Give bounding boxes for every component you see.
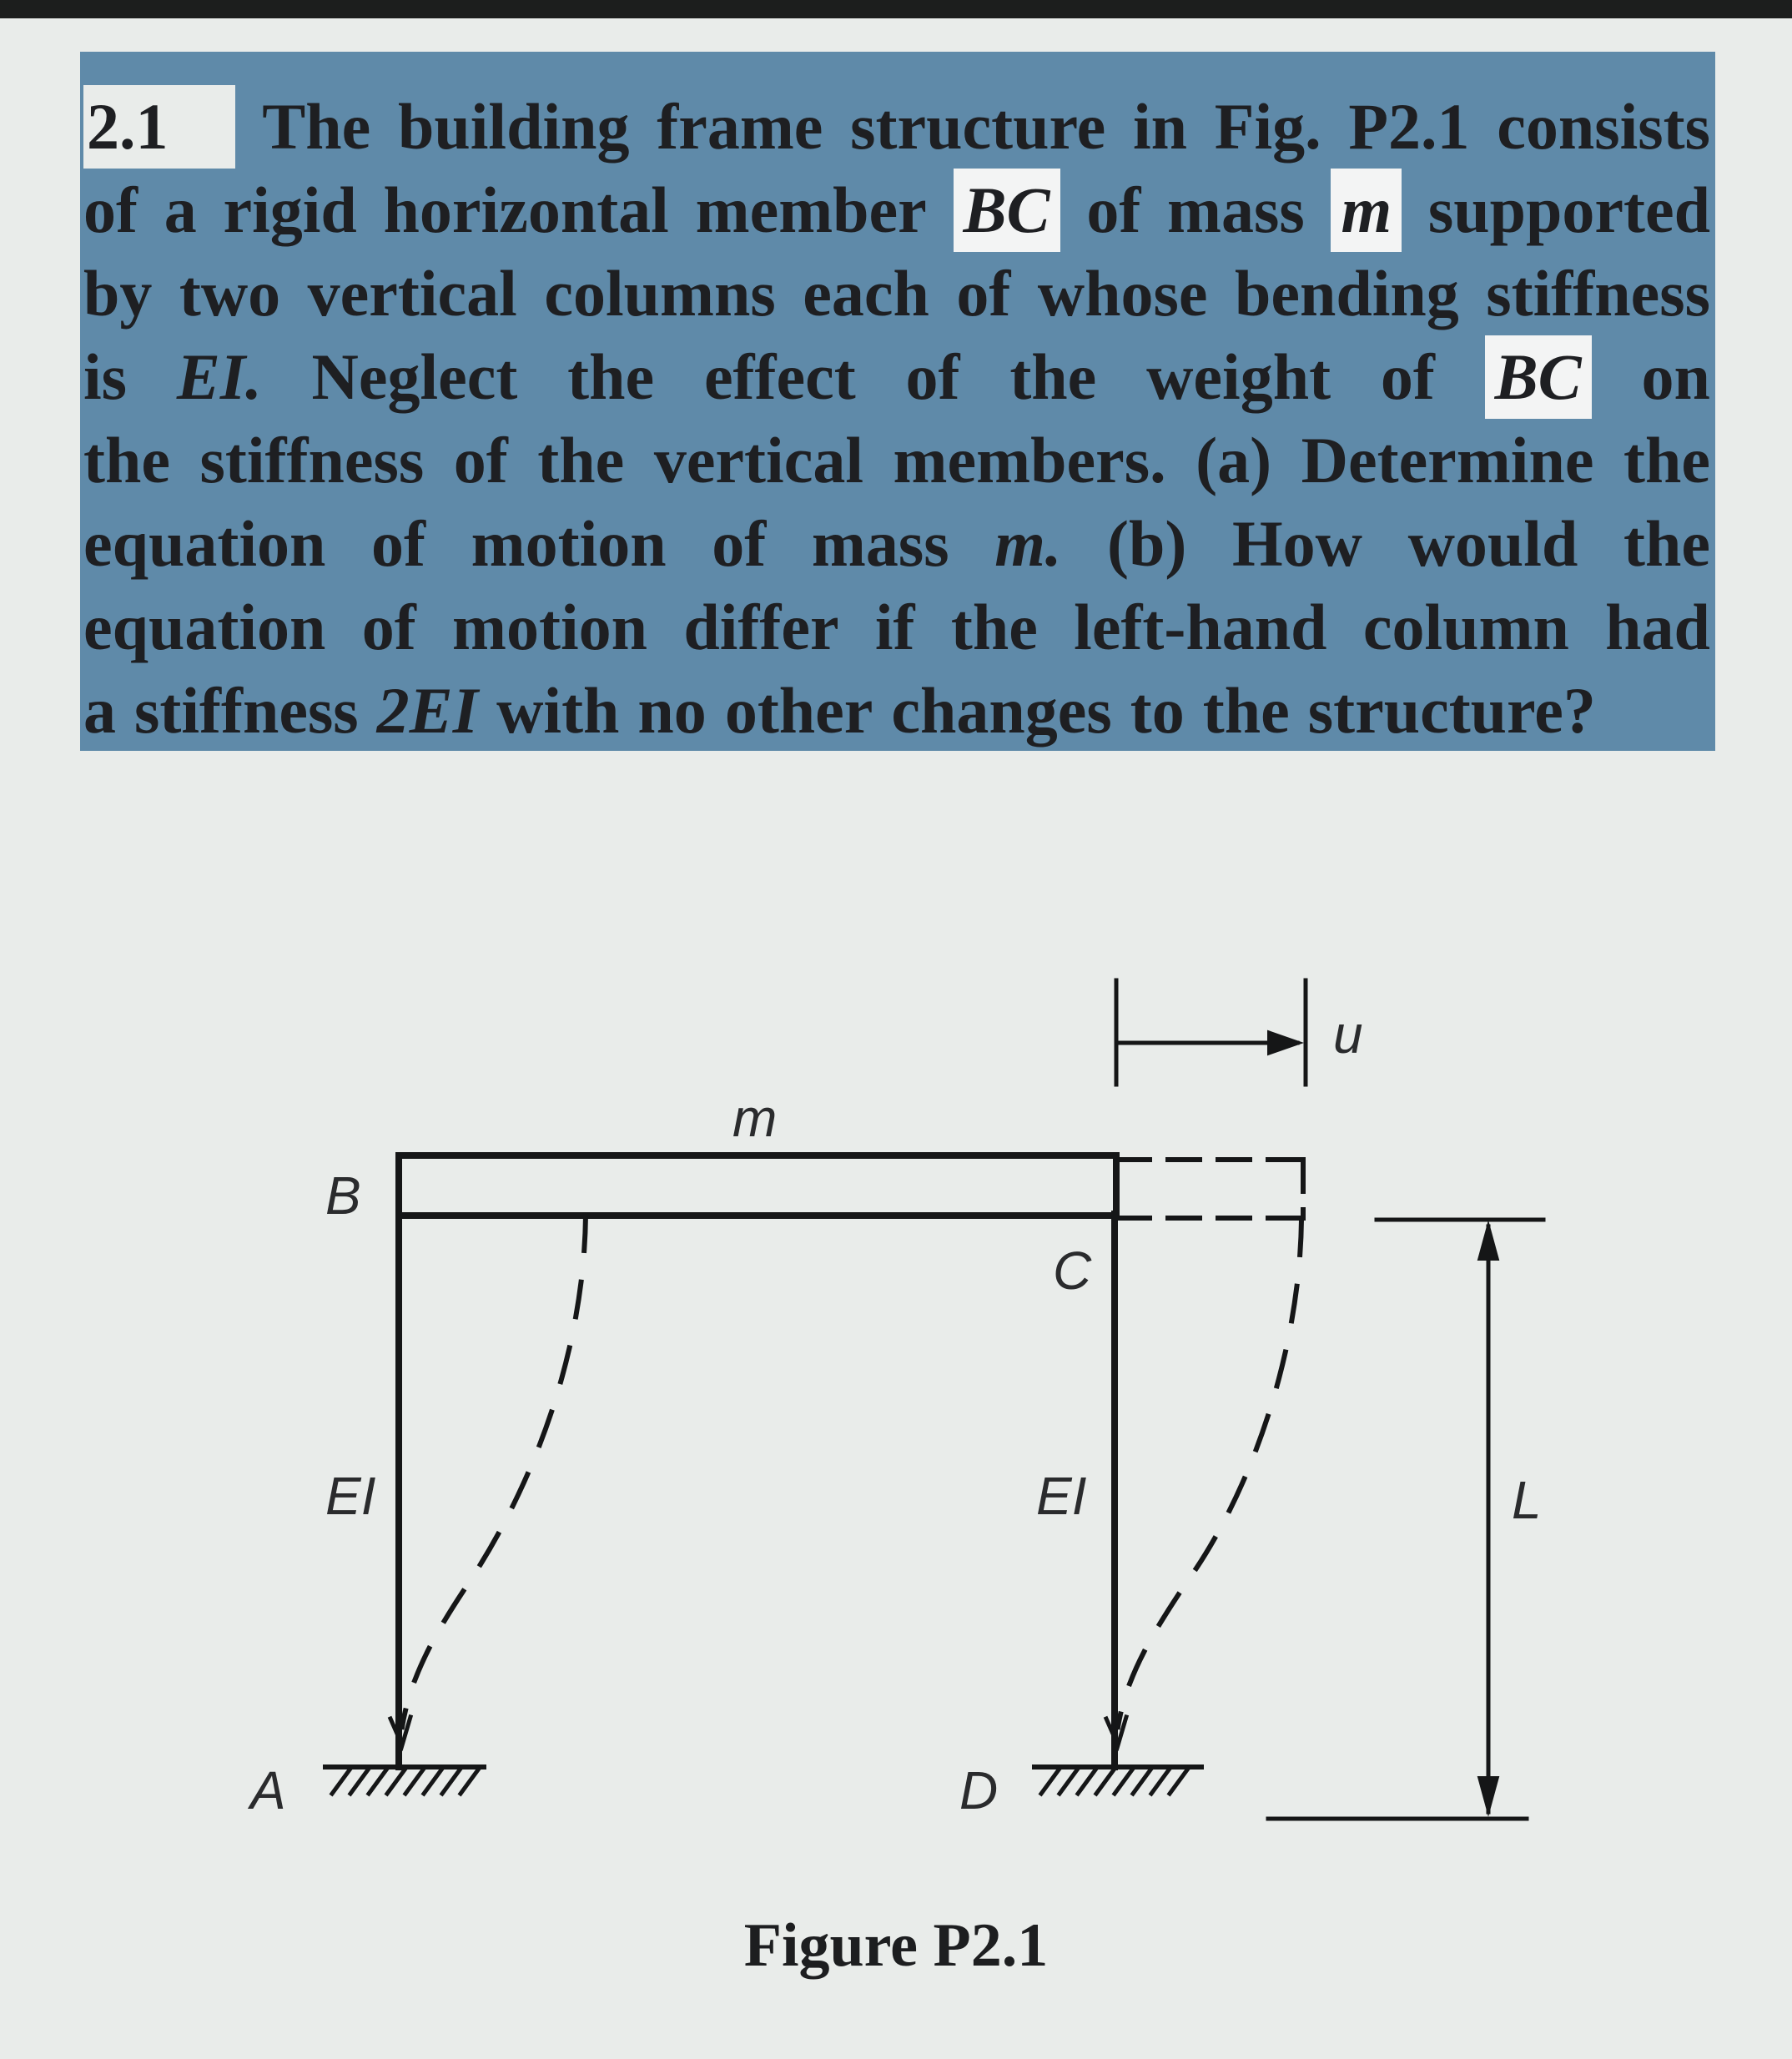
label-a: A xyxy=(250,1760,286,1820)
word: two xyxy=(179,257,281,330)
word: each xyxy=(803,257,929,330)
word: the xyxy=(1009,340,1097,413)
word: the xyxy=(567,340,655,413)
word: members. xyxy=(893,424,1166,496)
word: of xyxy=(83,174,138,246)
word: columns xyxy=(544,257,776,330)
word-ei: EI. xyxy=(176,340,262,413)
word: The xyxy=(262,90,371,163)
word: equation xyxy=(83,507,326,580)
word: no xyxy=(637,674,707,747)
word: mass xyxy=(811,507,949,580)
word: other xyxy=(724,674,873,747)
word: column xyxy=(1362,591,1569,663)
word: the xyxy=(1623,424,1710,496)
word: Neglect xyxy=(311,340,518,413)
word: of xyxy=(453,424,508,496)
word: on xyxy=(1641,340,1710,413)
word: How xyxy=(1231,507,1362,580)
word: stiffness xyxy=(199,424,425,496)
word: bending xyxy=(1234,257,1459,330)
mass-m-highlight: m xyxy=(1331,169,1402,252)
word: of xyxy=(371,507,426,580)
word: equation xyxy=(83,591,326,663)
word: whose xyxy=(1037,257,1208,330)
word: motion xyxy=(452,591,648,663)
label-length: L xyxy=(1512,1470,1542,1530)
l-arrowhead-top xyxy=(1478,1223,1498,1260)
word: stiffness xyxy=(134,674,359,747)
word: supported xyxy=(1427,174,1710,246)
word: of xyxy=(956,257,1011,330)
support-d-hatch xyxy=(1041,1769,1188,1794)
word: of xyxy=(712,507,767,580)
word: the xyxy=(1202,674,1290,747)
word: Fig. xyxy=(1214,90,1321,163)
word: motion xyxy=(471,507,667,580)
word: of xyxy=(1086,174,1141,246)
word: structure xyxy=(850,90,1106,163)
word: of xyxy=(361,591,416,663)
word: by xyxy=(83,257,153,330)
word: changes xyxy=(891,674,1112,747)
word: of xyxy=(905,340,960,413)
word: to xyxy=(1130,674,1185,747)
word: consists xyxy=(1497,90,1710,163)
right-column-deflection xyxy=(1118,1220,1301,1727)
word: (b) xyxy=(1106,507,1187,580)
member-bc-highlight: BC xyxy=(1485,335,1592,419)
member-bc-highlight: BC xyxy=(954,169,1060,252)
problem-number: 2.1 xyxy=(83,85,235,169)
label-ei-left: EI xyxy=(325,1466,376,1526)
word: the xyxy=(537,424,625,496)
word: frame xyxy=(657,90,823,163)
l-arrowhead-bottom xyxy=(1478,1777,1498,1814)
displaced-beam xyxy=(1118,1160,1303,1218)
beam-bc xyxy=(399,1155,1116,1216)
label-ei-right: EI xyxy=(1036,1466,1087,1526)
word: member xyxy=(695,174,927,246)
word: in xyxy=(1133,90,1188,163)
label-b: B xyxy=(325,1165,361,1226)
word: effect xyxy=(703,340,856,413)
word: stiffness xyxy=(1486,257,1710,330)
label-displacement: u xyxy=(1333,1004,1363,1065)
label-d: D xyxy=(959,1760,999,1820)
label-c: C xyxy=(1053,1241,1092,1301)
word: differ xyxy=(683,591,839,663)
word: had xyxy=(1605,591,1710,663)
u-arrowhead xyxy=(1268,1031,1301,1055)
word-2ei: 2EI xyxy=(376,674,479,747)
word: the xyxy=(950,591,1038,663)
word: would xyxy=(1407,507,1578,580)
label-mass: m xyxy=(732,1088,778,1148)
word: weight xyxy=(1146,340,1331,413)
word: if xyxy=(874,591,915,663)
word: structure? xyxy=(1307,674,1596,747)
word: is xyxy=(83,340,128,413)
word: the xyxy=(1623,507,1710,580)
word: left-hand xyxy=(1074,591,1327,663)
word: building xyxy=(397,90,630,163)
word: a xyxy=(164,174,197,246)
word: rigid xyxy=(223,174,357,246)
word: a xyxy=(83,674,116,747)
left-column-deflection xyxy=(402,1216,586,1727)
word: mass xyxy=(1167,174,1305,246)
word: vertical xyxy=(653,424,863,496)
word: horizontal xyxy=(383,174,669,246)
word: with xyxy=(496,674,620,747)
word: Determine xyxy=(1301,424,1594,496)
word: (a) xyxy=(1196,424,1272,496)
word: vertical xyxy=(307,257,517,330)
word: P2.1 xyxy=(1348,90,1470,163)
figure-caption: Figure P2.1 xyxy=(743,1911,1049,1980)
word: the xyxy=(83,424,170,496)
word-m: m. xyxy=(994,507,1062,580)
word: of xyxy=(1380,340,1435,413)
support-a-hatch xyxy=(332,1769,479,1794)
